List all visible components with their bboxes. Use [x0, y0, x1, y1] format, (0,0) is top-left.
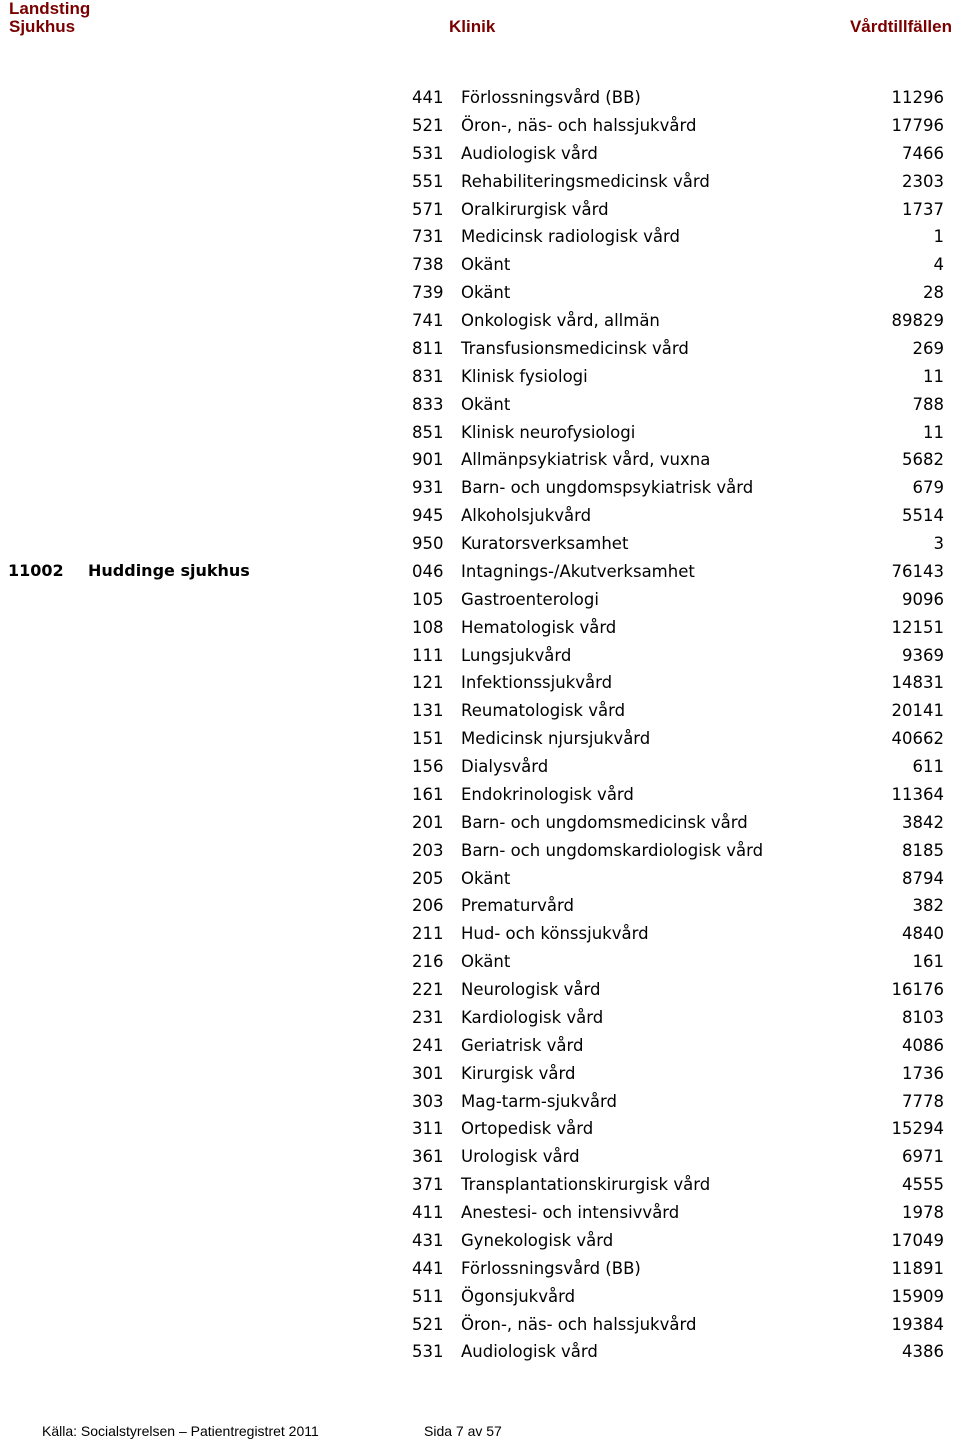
table-row [400, 198, 950, 226]
clinic-name: Medicinsk radiologisk vård [461, 227, 680, 247]
column-header [0, 0, 960, 40]
clinic-name: Barn- och ungdomsmedicinsk vård [461, 812, 748, 832]
clinic-code: 551 [412, 171, 444, 191]
clinic-code: 105 [412, 589, 444, 609]
clinic-code: 301 [412, 1063, 444, 1083]
clinic-table [400, 86, 950, 1368]
clinic-name: Kirurgisk vård [461, 1063, 576, 1083]
care-episodes-count: 3842 [902, 812, 944, 832]
clinic-name: Intagnings-/Akutverksamhet [461, 561, 695, 581]
clinic-name: Kardiologisk vård [461, 1007, 604, 1027]
table-row [400, 1034, 950, 1062]
table-row [400, 699, 950, 727]
clinic-code: 371 [412, 1175, 444, 1195]
table-row [400, 671, 950, 699]
care-episodes-count: 4840 [902, 924, 944, 944]
clinic-name: Förlossningsvård (BB) [461, 88, 641, 107]
table-row [400, 1145, 950, 1173]
table-row [400, 281, 950, 309]
care-episodes-count: 788 [912, 394, 944, 414]
clinic-code: 151 [412, 729, 444, 749]
page-footer [0, 1422, 960, 1442]
clinic-code: 731 [412, 227, 444, 247]
table-row [400, 867, 950, 895]
care-episodes-count: 11296 [891, 88, 944, 107]
clinic-code: 851 [412, 422, 444, 442]
clinic-code: 811 [412, 338, 444, 358]
header-vardtillfallen: Vårdtillfällen [849, 17, 952, 36]
clinic-name: Okänt [461, 868, 511, 888]
clinic-code: 303 [412, 1091, 444, 1111]
clinic-code: 221 [412, 980, 444, 999]
table-row [400, 616, 950, 644]
clinic-name: Lungsjukvård [461, 645, 572, 665]
table-row [400, 922, 950, 950]
clinic-code: 203 [412, 840, 444, 860]
care-episodes-count: 16176 [891, 980, 944, 999]
care-episodes-count: 89829 [891, 311, 944, 330]
clinic-code: 131 [412, 701, 444, 721]
clinic-code: 833 [412, 394, 444, 414]
clinic-code: 931 [412, 478, 444, 498]
clinic-name: Ortopedisk vård [461, 1119, 594, 1139]
table-row [400, 783, 950, 811]
clinic-code: 206 [412, 896, 444, 916]
care-episodes-count: 76143 [891, 561, 944, 581]
clinic-name: Alkoholsjukvård [461, 506, 592, 526]
care-episodes-count: 12151 [891, 617, 944, 637]
care-episodes-count: 5514 [902, 506, 944, 526]
table-row [400, 1285, 950, 1313]
clinic-code: 411 [412, 1203, 444, 1222]
header-sjukhus: Sjukhus [9, 17, 76, 36]
clinic-code: 431 [412, 1230, 444, 1250]
table-row [400, 114, 950, 142]
clinic-code: 108 [412, 617, 444, 637]
table-row [400, 365, 950, 393]
table-row [400, 86, 950, 114]
clinic-name: Dialysvård [461, 757, 549, 776]
clinic-code: 901 [412, 450, 444, 470]
clinic-code: 111 [412, 645, 444, 665]
clinic-name: Barn- och ungdomskardiologisk vård [461, 840, 764, 860]
care-episodes-count: 11 [923, 366, 944, 386]
care-episodes-count: 611 [912, 757, 944, 776]
table-row [400, 839, 950, 867]
clinic-name: Klinisk neurofysiologi [461, 422, 636, 442]
clinic-code: 521 [412, 1314, 444, 1334]
clinic-code: 156 [412, 757, 444, 776]
care-episodes-count: 15294 [891, 1119, 944, 1139]
clinic-name: Ögonsjukvård [461, 1286, 576, 1306]
clinic-name: Infektionssjukvård [461, 673, 613, 693]
clinic-name: Okänt [461, 283, 511, 303]
clinic-name: Gastroenterologi [461, 589, 599, 609]
clinic-name: Audiologisk vård [461, 143, 598, 163]
care-episodes-count: 20141 [891, 701, 944, 721]
care-episodes-count: 17796 [891, 115, 944, 135]
care-episodes-count: 9096 [902, 589, 944, 609]
care-episodes-count: 3 [933, 534, 944, 553]
clinic-code: 441 [412, 88, 444, 107]
care-episodes-count: 4086 [902, 1035, 944, 1055]
table-row [400, 1313, 950, 1341]
clinic-name: Rehabiliteringsmedicinsk vård [461, 171, 710, 191]
clinic-name: Hematologisk vård [461, 617, 617, 637]
table-row [400, 811, 950, 839]
table-row [400, 504, 950, 532]
clinic-name: Barn- och ungdomspsykiatrisk vård [461, 478, 754, 498]
table-row [400, 727, 950, 755]
clinic-name: Öron-, näs- och halssjukvård [461, 1314, 697, 1334]
table-row [400, 393, 950, 421]
clinic-name: Kuratorsverksamhet [461, 534, 629, 553]
table-row [400, 978, 950, 1006]
header-landsting: Landsting [9, 0, 91, 18]
care-episodes-count: 19384 [891, 1314, 944, 1334]
care-episodes-count: 6971 [902, 1147, 944, 1167]
clinic-code: 945 [412, 506, 444, 526]
clinic-code: 121 [412, 673, 444, 693]
table-row [400, 225, 950, 253]
care-episodes-count: 8794 [902, 868, 944, 888]
table-row [400, 253, 950, 281]
table-row [400, 894, 950, 922]
care-episodes-count: 14831 [891, 673, 944, 693]
table-row [400, 1173, 950, 1201]
clinic-name: Reumatologisk vård [461, 701, 626, 721]
clinic-code: 161 [412, 784, 444, 804]
clinic-code: 531 [412, 1342, 444, 1362]
clinic-name: Förlossningsvård (BB) [461, 1258, 641, 1278]
clinic-name: Geriatrisk vård [461, 1035, 584, 1055]
clinic-name: Okänt [461, 952, 511, 972]
care-episodes-count: 40662 [891, 729, 944, 749]
clinic-code: 531 [412, 143, 444, 163]
clinic-name: Allmänpsykiatrisk vård, vuxna [461, 450, 711, 470]
clinic-name: Klinisk fysiologi [461, 366, 588, 386]
clinic-code: 046 [412, 561, 444, 581]
care-episodes-count: 1 [933, 227, 944, 247]
care-episodes-count: 679 [912, 478, 944, 498]
table-row [400, 170, 950, 198]
clinic-name: Okänt [461, 394, 511, 414]
care-episodes-count: 1978 [902, 1203, 944, 1222]
clinic-name: Anestesi- och intensivvård [461, 1203, 680, 1222]
clinic-code: 739 [412, 283, 444, 303]
care-episodes-count: 161 [912, 952, 944, 972]
care-episodes-count: 9369 [902, 645, 944, 665]
table-row [400, 337, 950, 365]
clinic-name: Endokrinologisk vård [461, 784, 634, 804]
clinic-name: Mag-tarm-sjukvård [461, 1091, 617, 1111]
clinic-code: 521 [412, 115, 444, 135]
table-row [400, 1201, 950, 1229]
table-row [400, 1257, 950, 1285]
clinic-code: 571 [412, 199, 444, 219]
care-episodes-count: 15909 [891, 1286, 944, 1306]
table-row [400, 1340, 950, 1368]
table-row [400, 755, 950, 783]
table-row [400, 1062, 950, 1090]
hospital-name: Huddinge sjukhus [88, 561, 250, 580]
footer-source: Källa: Socialstyrelsen – Patientregistret 2011 [42, 1423, 319, 1439]
clinic-name: Gynekologisk vård [461, 1230, 614, 1250]
header-klinik: Klinik [449, 17, 496, 36]
table-row [400, 1117, 950, 1145]
care-episodes-count: 11364 [891, 784, 944, 804]
clinic-code: 511 [412, 1286, 444, 1306]
care-episodes-count: 11891 [891, 1258, 944, 1278]
clinic-name: Medicinsk njursjukvård [461, 729, 651, 749]
care-episodes-count: 11 [923, 422, 944, 442]
care-episodes-count: 17049 [891, 1230, 944, 1250]
table-row [400, 588, 950, 616]
care-episodes-count: 2303 [902, 171, 944, 191]
clinic-name: Öron-, näs- och halssjukvård [461, 115, 697, 135]
clinic-code: 738 [412, 255, 444, 275]
clinic-code: 216 [412, 952, 444, 972]
table-row [400, 1090, 950, 1118]
care-episodes-count: 382 [912, 896, 944, 916]
clinic-code: 441 [412, 1258, 444, 1278]
clinic-name: Neurologisk vård [461, 980, 601, 999]
care-episodes-count: 269 [912, 338, 944, 358]
clinic-name: Transplantationskirurgisk vård [461, 1175, 711, 1195]
table-row [400, 950, 950, 978]
care-episodes-count: 1736 [902, 1063, 944, 1083]
clinic-code: 231 [412, 1007, 444, 1027]
care-episodes-count: 7778 [902, 1091, 944, 1111]
table-row [400, 1006, 950, 1034]
care-episodes-count: 8103 [902, 1007, 944, 1027]
clinic-name: Okänt [461, 255, 511, 275]
clinic-code: 950 [412, 534, 444, 553]
care-episodes-count: 4386 [902, 1342, 944, 1362]
clinic-name: Transfusionsmedicinsk vård [461, 338, 689, 358]
table-row [400, 1229, 950, 1257]
table-row [400, 644, 950, 672]
table-row [400, 421, 950, 449]
table-row [400, 309, 950, 337]
care-episodes-count: 28 [923, 283, 944, 303]
clinic-name: Prematurvård [461, 896, 574, 916]
clinic-name: Onkologisk vård, allmän [461, 311, 660, 330]
care-episodes-count: 1737 [902, 199, 944, 219]
clinic-code: 205 [412, 868, 444, 888]
clinic-name: Audiologisk vård [461, 1342, 598, 1362]
care-episodes-count: 4 [933, 255, 944, 275]
care-episodes-count: 7466 [902, 143, 944, 163]
clinic-code: 831 [412, 366, 444, 386]
table-row [400, 142, 950, 170]
clinic-name: Hud- och könssjukvård [461, 924, 649, 944]
hospital-code: 11002 [8, 561, 64, 580]
care-episodes-count: 8185 [902, 840, 944, 860]
clinic-code: 241 [412, 1035, 444, 1055]
footer-page-number: Sida 7 av 57 [424, 1423, 502, 1439]
clinic-code: 311 [412, 1119, 444, 1139]
care-episodes-count: 5682 [902, 450, 944, 470]
table-row [400, 560, 950, 588]
clinic-code: 211 [412, 924, 444, 944]
table-row [400, 476, 950, 504]
care-episodes-count: 4555 [902, 1175, 944, 1195]
clinic-code: 741 [412, 311, 444, 330]
clinic-name: Urologisk vård [461, 1147, 580, 1167]
table-row [400, 532, 950, 560]
clinic-name: Oralkirurgisk vård [461, 199, 609, 219]
clinic-code: 361 [412, 1147, 444, 1167]
clinic-code: 201 [412, 812, 444, 832]
table-row [400, 448, 950, 476]
